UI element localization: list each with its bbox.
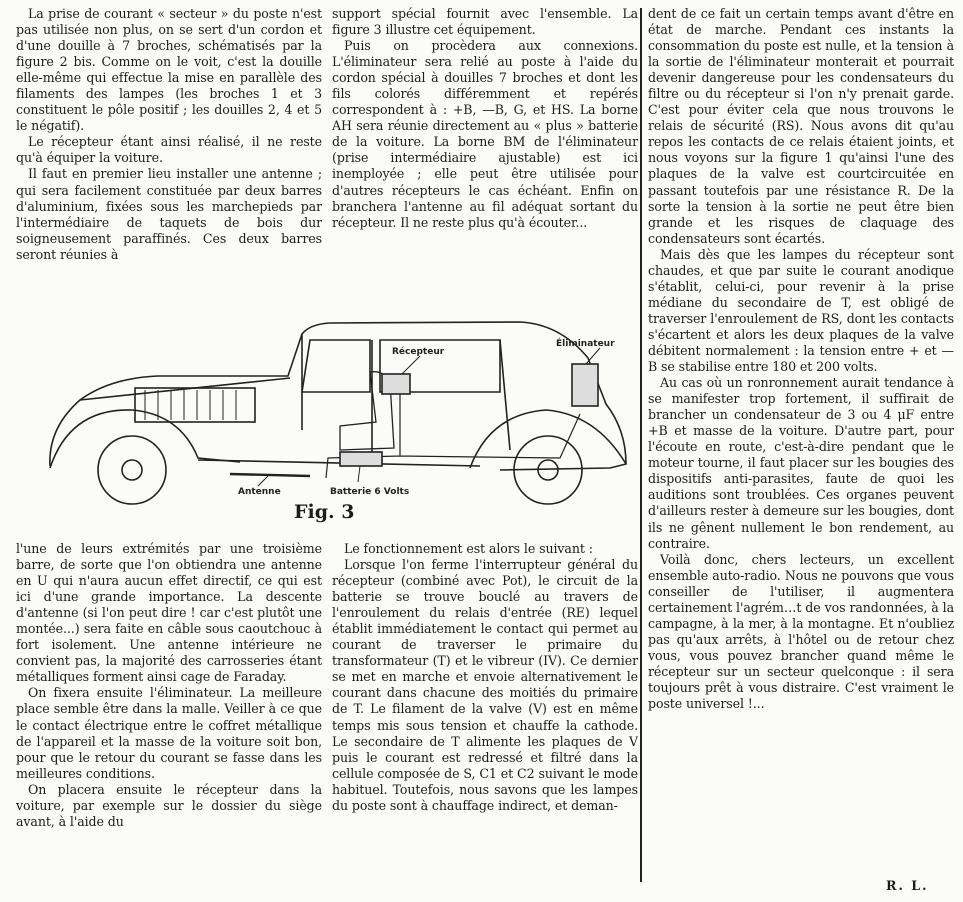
antenna-label: Antenne xyxy=(238,487,281,497)
paragraph: Puis on procèdera aux connexions. L'éliminateur sera relié au poste à l'aide du cordon spécial à douilles 7 broches et dont les fils colorés différemment et repérés correspondent à : +B, —B, G, et HS. La borne AH sera réunie directement au « plus » batterie de la voiture. La borne BM de l'éliminateur (prise intermédiaire ajustable) est ici inemployée ; elle peut être utilisée pour d'autres récepteurs le cas échéant. Enfin on branchera l'antenne au fil adéquat sortant du récepteur. Il ne reste plus qu'à écouter... xyxy=(332,38,638,230)
receiver-box xyxy=(382,374,410,394)
paragraph: Mais dès que les lampes du récepteur sont chaudes, et que par suite le courant anodique s'établit, celui-ci, pour revenir à la prise médiane du secondaire de T, est obligé de traverser l'enroulement de RS, dont les contacts s'écartent et alors les deux plaques de la valve débitent normalement : la tension entre + et —B se stabilise entre 180 et 200 volts. xyxy=(648,246,954,375)
eliminator-box xyxy=(572,364,598,406)
paragraph: Lorsque l'on ferme l'interrupteur général du récepteur (combiné avec Pot), le circuit de la batterie se trouve bouclé au travers de l'enroulement du relais d'entrée (RE) lequel établit immédiatement le contact qui permet au courant de traverser le primaire du transformateur (T) et le vibreur (IV). Ce dernier se met en marche et envoie alternativement le courant dans chacune des moitiés du primaire de T. Le filament de la valve (V) est en même temps mis sous tension et chauffe la cathode. Le secondaire de T alimente les plaques de V puis le courant est redressé et filtré dans la cellule composée de S, C1 et C2 suivant le mode habituel. Toutefois, nous savons que les lampes du poste sont à chauffage indirect, et deman- xyxy=(332,557,638,813)
article-column-5 xyxy=(332,541,638,896)
paragraph: On placera ensuite le récepteur dans la voiture, par exemple sur le dossier du siège avant, à l'aide du xyxy=(16,781,322,829)
paragraph: La prise de courant « secteur » du poste n'est pas utilisée non plus, on se sert d'un cordon et d'une douille à 7 broches, schématisés par la figure 2 bis. Comme on le voit, c'est la douille elle-même qui effectue la mise en parallèle des filaments des lampes (les broches 1 et 3 constituent le pôle positif ; les douilles 2, 4 et 5 le négatif). xyxy=(16,6,322,134)
battery-box xyxy=(340,452,382,466)
antenna-bar xyxy=(230,474,310,476)
article-column-2 xyxy=(332,6,638,302)
article-column-1 xyxy=(16,6,322,302)
paragraph: Il faut en premier lieu installer une antenne ; qui sera facilement constituée par deux barres d'aluminium, fixées sous les marchepieds par l'intermédiaire de taquets de bois dur soigneusement paraffinés. Ces deux barres seront réunies à xyxy=(16,166,322,262)
paragraph: Le récepteur étant ainsi réalisé, il ne reste qu'à équiper la voiture. xyxy=(16,134,322,166)
battery-label: Batterie 6 Volts xyxy=(330,487,410,497)
paragraph: support spécial fournit avec l'ensemble. La figure 3 illustre cet équipement. xyxy=(332,6,638,38)
figure-caption: Fig. 3 xyxy=(294,501,355,523)
running-board xyxy=(198,460,480,466)
front-wheel xyxy=(98,436,166,504)
paragraph: Au cas où un ronronnement aurait tendance à se manifester trop fortement, il suffirait de brancher un condensateur de 3 ou 4 μF entre +B et masse de la voiture. D'autre part, pour l'écoute en route, c'est-à-dire pendant que le moteur tourne, il faut placer sur les bougies des dispositifs anti-parasites, faute de quoi les auditions sont troublées. Ces organes peuvent d'ailleurs rester à demeure sur les bougies, dont ils ne gênent nullement le bon rendement, au contraire. xyxy=(648,375,954,551)
car-body-outline xyxy=(50,322,626,470)
column-rule xyxy=(640,8,642,882)
article-column-4 xyxy=(16,541,322,896)
eliminator-label: Éliminateur xyxy=(556,339,615,349)
front-window xyxy=(302,340,370,392)
author-signature: R. L. xyxy=(886,878,929,893)
article-column-3 xyxy=(648,6,954,896)
receiver-label: Récepteur xyxy=(392,347,445,357)
paragraph: Le fonctionnement est alors le suivant : xyxy=(344,541,593,556)
paragraph: dent de ce fait un certain temps avant d'être en état de marche. Pendant ces instants la consommation du poste est nulle, et la tension à la sortie de l'éliminateur monterait et pourrait devenir dangereuse pour les condensateurs du filtre ou du récepteur si l'on n'y prenait garde. C'est pour éviter cela que nous trouvons le relais de sécurité (RS). Nous avons dit qu'au repos les contacts de ce relais étaient joints, et nous voyons sur la figure 1 qu'ainsi l'une des plaques de la valve est courtcircuitée en passant toutefois par une résistance R. De la sorte la tension à la sortie ne peut être bien grande et les risques de claquage des condensateurs sont écartés. xyxy=(648,6,954,246)
paragraph: l'une de leurs extrémités par une troisième barre, de sorte que l'on obtiendra une antenne en U qui n'aura aucun effet directif, ce qui est ici d'une grande importance. La descente d'antenne (si l'on peut dire ! car c'est plutôt une montée...) sera faite en câble sous caoutchouc à fort isolement. Une antenne intérieure ne convient pas, la majorité des carrosseries étant métalliques forment ainsi cage de Faraday. xyxy=(16,541,322,685)
paragraph: On fixera ensuite l'éliminateur. La meilleure place semble être dans la malle. Veiller à ce que le contact électrique entre le coffret métallique de l'appareil et la masse de la voiture soit bon, pour que le retour du courant se fasse dans les meilleures conditions. xyxy=(16,685,322,781)
paragraph: Voilà donc, chers lecteurs, un excellent ensemble auto-radio. Nous ne pouvons que vous conseiller de l'utiliser, il augmentera certainement l'agrém…t de vos randonnées, à la campagne, à la mer, à la montagne. Et n'oubliez pas qu'aux arrêts, à l'hôtel ou de retour chez vous, vous pouvez brancher quand même le récepteur sur un secteur quelconque : il sera toujours prêt à vous distraire. C'est vraiment le poste universel !... xyxy=(648,551,954,712)
hood-line xyxy=(80,378,290,400)
